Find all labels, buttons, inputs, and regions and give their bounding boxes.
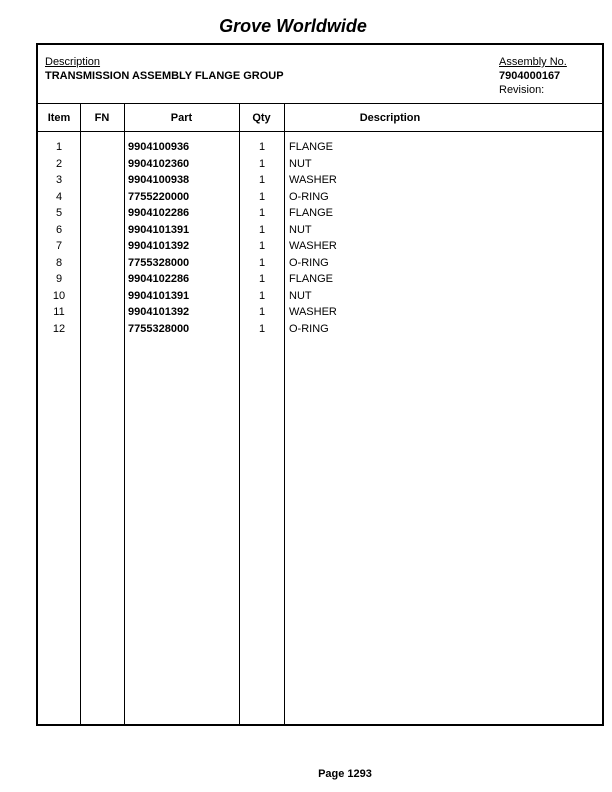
qty-cell: 1 xyxy=(258,322,266,335)
column-header-part: Part xyxy=(170,112,193,124)
column-header-qty: Qty xyxy=(252,112,271,124)
page-number: Page 1293 xyxy=(318,768,372,780)
parts-list-frame xyxy=(36,43,604,726)
assembly-number: 7904000167 xyxy=(499,70,561,82)
column-header-description: Description xyxy=(359,112,421,124)
item-cell: 5 xyxy=(55,207,63,219)
table-row xyxy=(38,306,602,323)
header-divider xyxy=(38,103,602,104)
table-row xyxy=(38,323,602,340)
qty-cell: 1 xyxy=(258,240,266,252)
part-number-cell: 9904100938 xyxy=(128,174,190,186)
table-row xyxy=(38,240,602,257)
qty-cell: 1 xyxy=(258,306,266,318)
column-header-fn: FN xyxy=(94,112,110,124)
part-number-cell: 9904101392 xyxy=(128,306,190,318)
item-cell: 3 xyxy=(55,174,63,186)
description-cell: NUT xyxy=(289,223,312,236)
qty-cell: 1 xyxy=(258,273,266,285)
qty-cell: 1 xyxy=(258,207,266,219)
table-row xyxy=(38,273,602,290)
item-cell: 9 xyxy=(55,273,63,285)
item-cell: 12 xyxy=(52,322,66,335)
part-number-cell: 9904101391 xyxy=(128,223,190,236)
part-number-cell: 9904102286 xyxy=(128,273,190,285)
item-cell: 10 xyxy=(52,289,66,302)
item-cell: 7 xyxy=(55,240,63,252)
table-row xyxy=(38,207,602,224)
item-cell: 8 xyxy=(55,256,63,269)
qty-cell: 1 xyxy=(258,174,266,186)
description-cell: O-RING xyxy=(289,256,329,269)
part-number-cell: 7755328000 xyxy=(128,322,190,335)
column-header-item: Item xyxy=(47,112,71,124)
qty-cell: 1 xyxy=(258,289,266,302)
item-cell: 6 xyxy=(55,223,63,236)
table-row xyxy=(38,257,602,274)
description-cell: WASHER xyxy=(289,174,337,186)
table-row xyxy=(38,191,602,208)
qty-cell: 1 xyxy=(258,223,266,236)
table-row xyxy=(38,224,602,241)
item-cell: 4 xyxy=(55,190,63,203)
column-header-divider xyxy=(38,131,602,132)
table-row xyxy=(38,174,602,191)
part-number-cell: 9904101392 xyxy=(128,240,190,252)
qty-cell: 1 xyxy=(258,190,266,203)
qty-cell: 1 xyxy=(258,141,266,153)
description-cell: FLANGE xyxy=(289,207,334,219)
assembly-description: TRANSMISSION ASSEMBLY FLANGE GROUP xyxy=(45,70,284,82)
qty-cell: 1 xyxy=(258,256,266,269)
part-number-cell: 9904102286 xyxy=(128,207,190,219)
description-cell: WASHER xyxy=(289,240,337,252)
part-number-cell: 7755328000 xyxy=(128,256,190,269)
description-cell: NUT xyxy=(289,157,312,170)
item-cell: 1 xyxy=(55,141,63,153)
assembly-number-label: Assembly No. xyxy=(499,56,567,68)
description-cell: O-RING xyxy=(289,322,329,335)
description-cell: WASHER xyxy=(289,306,337,318)
table-row xyxy=(38,158,602,175)
part-number-cell: 9904100936 xyxy=(128,141,190,153)
table-row xyxy=(38,141,602,158)
revision-label: Revision: xyxy=(499,84,545,96)
qty-cell: 1 xyxy=(258,157,266,170)
description-cell: O-RING xyxy=(289,190,329,203)
part-number-cell: 9904101391 xyxy=(128,289,190,302)
description-cell: FLANGE xyxy=(289,273,334,285)
description-cell: NUT xyxy=(289,289,312,302)
page-title: Grove Worldwide xyxy=(219,16,367,36)
part-number-cell: 9904102360 xyxy=(128,157,190,170)
item-cell: 2 xyxy=(55,157,63,170)
table-row xyxy=(38,290,602,307)
part-number-cell: 7755220000 xyxy=(128,190,190,203)
description-cell: FLANGE xyxy=(289,141,334,153)
description-label: Description xyxy=(45,56,101,68)
item-cell: 11 xyxy=(53,306,65,318)
